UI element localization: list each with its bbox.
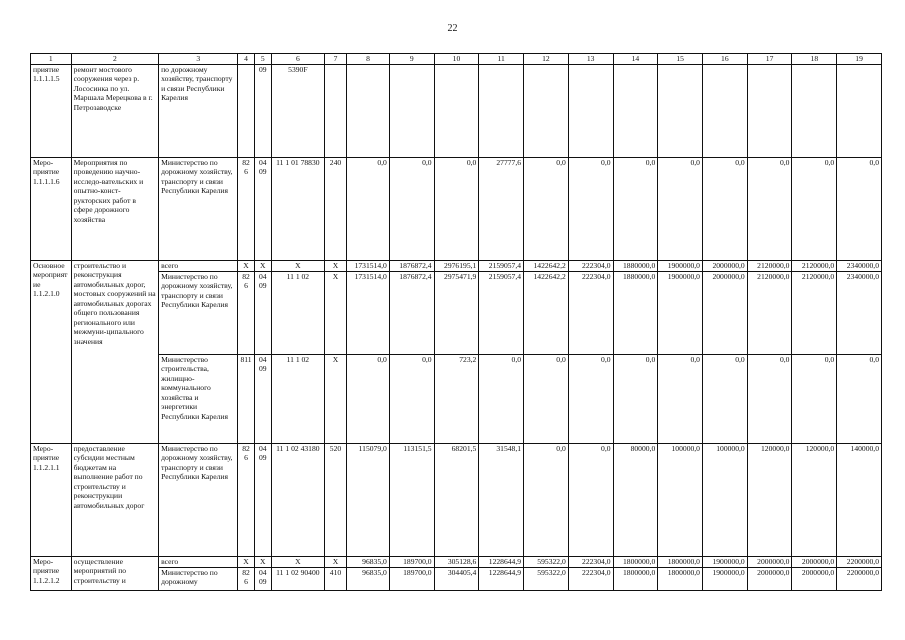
amount-cell: 0,0 bbox=[658, 158, 703, 261]
amount-cell: 2000000,0 bbox=[702, 272, 747, 355]
column-header: 8 bbox=[347, 54, 390, 65]
amount-cell: 0,0 bbox=[613, 355, 658, 444]
executor-cell: Министерство по дорожному хозяйству, транспорту и связи Республики Карелия bbox=[159, 444, 238, 557]
measure-code: Основное мероприятие 1.1.2.1.0 bbox=[31, 261, 72, 444]
header-row bbox=[31, 54, 882, 65]
amount-cell: 304405,4 bbox=[434, 568, 479, 591]
amount-cell: 1800000,0 bbox=[613, 557, 658, 568]
column-header: 4 bbox=[238, 54, 254, 65]
section-code: 04 09 bbox=[254, 444, 271, 557]
target-article-code: 11 1 02 43180 bbox=[271, 444, 324, 557]
amount-cell bbox=[702, 65, 747, 158]
column-header: 5 bbox=[254, 54, 271, 65]
amount-cell: 100000,0 bbox=[658, 444, 703, 557]
measure-description: Мероприятия по проведению научно-исследо-вательских и опытно-конст-рукторских работ в сфере дорожного хозяйства bbox=[71, 158, 158, 261]
amount-cell: 0,0 bbox=[347, 355, 390, 444]
expense-type-code: 410 bbox=[324, 568, 346, 591]
measure-description: осуществление мероприятий по строительству и bbox=[71, 557, 158, 591]
amount-cell: 1228644,9 bbox=[479, 568, 524, 591]
grbs-code: 826 bbox=[238, 444, 254, 557]
amount-cell: 2200000,0 bbox=[837, 568, 882, 591]
table-row bbox=[31, 355, 882, 444]
measure-description: предоставление субсидии местным бюджетам на выполнение работ по строительству и реконструкции автомобильных дорог bbox=[71, 444, 158, 557]
section-code: X bbox=[254, 261, 271, 272]
column-header: 14 bbox=[613, 54, 658, 65]
amount-cell: 1900000,0 bbox=[658, 261, 703, 272]
amount-cell: 2159057,4 bbox=[479, 261, 524, 272]
amount-cell bbox=[568, 65, 613, 158]
amount-cell: 222304,0 bbox=[568, 272, 613, 355]
amount-cell: 115079,0 bbox=[347, 444, 390, 557]
section-code: 09 bbox=[254, 65, 271, 158]
amount-cell: 1800000,0 bbox=[613, 568, 658, 591]
amount-cell: 31548,1 bbox=[479, 444, 524, 557]
amount-cell: 723,2 bbox=[434, 355, 479, 444]
target-article-code: 11 1 02 90400 bbox=[271, 568, 324, 591]
amount-cell bbox=[792, 65, 837, 158]
amount-cell: 113151,5 bbox=[389, 444, 434, 557]
amount-cell: 0,0 bbox=[792, 355, 837, 444]
amount-cell bbox=[524, 65, 569, 158]
measure-code: Меро-приятие 1.1.2.1.2 bbox=[31, 557, 72, 591]
amount-cell: 1900000,0 bbox=[658, 272, 703, 355]
amount-cell: 2976195,1 bbox=[434, 261, 479, 272]
amount-cell: 222304,0 bbox=[568, 261, 613, 272]
amount-cell: 1900000,0 bbox=[702, 568, 747, 591]
column-header: 7 bbox=[324, 54, 346, 65]
column-header: 3 bbox=[159, 54, 238, 65]
amount-cell: 2200000,0 bbox=[837, 557, 882, 568]
grbs-code: 826 bbox=[238, 272, 254, 355]
executor-cell: всего bbox=[159, 557, 238, 568]
executor-cell: Министерство по дорожному bbox=[159, 568, 238, 591]
amount-cell: 2000000,0 bbox=[747, 557, 792, 568]
table-row bbox=[31, 444, 882, 557]
amount-cell: 68201,5 bbox=[434, 444, 479, 557]
target-article-code: X bbox=[271, 557, 324, 568]
expense-type-code: X bbox=[324, 261, 346, 272]
amount-cell: 1880000,0 bbox=[613, 261, 658, 272]
amount-cell: 0,0 bbox=[658, 355, 703, 444]
expense-type-code: X bbox=[324, 272, 346, 355]
amount-cell: 96835,0 bbox=[347, 557, 390, 568]
target-article-code: 11 1 01 78830 bbox=[271, 158, 324, 261]
amount-cell: 0,0 bbox=[434, 158, 479, 261]
column-header: 15 bbox=[658, 54, 703, 65]
page-number: 22 bbox=[447, 23, 458, 34]
grbs-code: 826 bbox=[238, 568, 254, 591]
amount-cell: 140000,0 bbox=[837, 444, 882, 557]
executor-cell: по дорожному хозяйству, транспорту и связи Республики Карелия bbox=[159, 65, 238, 158]
target-article-code: X bbox=[271, 261, 324, 272]
measure-description: строительство и реконструкция автомобильных дорог, мостовых сооружений на автомобильных дорогах общего пользования регионального или межмуни-ципального значения bbox=[71, 261, 158, 444]
executor-cell: всего bbox=[159, 261, 238, 272]
amount-cell: 27777,6 bbox=[479, 158, 524, 261]
amount-cell: 0,0 bbox=[479, 355, 524, 444]
measure-description: ремонт мостового сооружения через р. Лососинка по ул. Маршала Мерецкова в г. Петрозаводске bbox=[71, 65, 158, 158]
table-row bbox=[31, 158, 882, 261]
amount-cell: 2120000,0 bbox=[792, 261, 837, 272]
amount-cell: 0,0 bbox=[389, 355, 434, 444]
expense-type-code: X bbox=[324, 557, 346, 568]
column-header: 17 bbox=[747, 54, 792, 65]
column-header: 10 bbox=[434, 54, 479, 65]
amount-cell: 1880000,0 bbox=[613, 272, 658, 355]
amount-cell: 2340000,0 bbox=[837, 272, 882, 355]
amount-cell: 2120000,0 bbox=[792, 272, 837, 355]
executor-cell: Министерство строительства, жилищно-коммунального хозяйства и энергетики Республики Карелия bbox=[159, 355, 238, 444]
expense-type-code bbox=[324, 65, 346, 158]
column-header: 1 bbox=[31, 54, 72, 65]
table-row bbox=[31, 65, 882, 158]
amount-cell: 0,0 bbox=[524, 444, 569, 557]
amount-cell: 0,0 bbox=[524, 158, 569, 261]
amount-cell: 305128,6 bbox=[434, 557, 479, 568]
amount-cell: 1900000,0 bbox=[702, 557, 747, 568]
amount-cell: 595322,0 bbox=[524, 557, 569, 568]
amount-cell bbox=[389, 65, 434, 158]
amount-cell: 222304,0 bbox=[568, 557, 613, 568]
amount-cell bbox=[434, 65, 479, 158]
executor-cell: Министерство по дорожному хозяйству, транспорту и связи Республики Карелия bbox=[159, 272, 238, 355]
amount-cell: 2120000,0 bbox=[747, 261, 792, 272]
amount-cell: 2159057,4 bbox=[479, 272, 524, 355]
budget-table bbox=[30, 53, 882, 591]
amount-cell: 0,0 bbox=[613, 158, 658, 261]
amount-cell: 100000,0 bbox=[702, 444, 747, 557]
amount-cell: 2000000,0 bbox=[792, 568, 837, 591]
target-article-code: 5390F bbox=[271, 65, 324, 158]
section-code: 04 09 bbox=[254, 272, 271, 355]
column-header: 9 bbox=[389, 54, 434, 65]
amount-cell: 1228644,9 bbox=[479, 557, 524, 568]
amount-cell: 96835,0 bbox=[347, 568, 390, 591]
column-header: 6 bbox=[271, 54, 324, 65]
amount-cell: 0,0 bbox=[702, 158, 747, 261]
amount-cell bbox=[479, 65, 524, 158]
section-code: X bbox=[254, 557, 271, 568]
amount-cell: 0,0 bbox=[702, 355, 747, 444]
amount-cell: 2975471,9 bbox=[434, 272, 479, 355]
amount-cell: 1422642,2 bbox=[524, 272, 569, 355]
expense-type-code: 240 bbox=[324, 158, 346, 261]
amount-cell: 0,0 bbox=[747, 158, 792, 261]
column-header: 19 bbox=[837, 54, 882, 65]
amount-cell bbox=[658, 65, 703, 158]
amount-cell: 2340000,0 bbox=[837, 261, 882, 272]
measure-code: приятие 1.1.1.1.5 bbox=[31, 65, 72, 158]
amount-cell: 0,0 bbox=[347, 158, 390, 261]
table-row bbox=[31, 557, 882, 568]
column-header: 12 bbox=[524, 54, 569, 65]
amount-cell: 1876872,4 bbox=[389, 261, 434, 272]
grbs-code bbox=[238, 65, 254, 158]
expense-type-code: X bbox=[324, 355, 346, 444]
grbs-code: 826 bbox=[238, 158, 254, 261]
grbs-code: X bbox=[238, 557, 254, 568]
amount-cell: 0,0 bbox=[792, 158, 837, 261]
measure-code: Меро-приятие 1.1.2.1.1 bbox=[31, 444, 72, 557]
column-header: 2 bbox=[71, 54, 158, 65]
amount-cell: 595322,0 bbox=[524, 568, 569, 591]
table-row bbox=[31, 568, 882, 591]
amount-cell: 0,0 bbox=[568, 158, 613, 261]
amount-cell bbox=[347, 65, 390, 158]
amount-cell: 80000,0 bbox=[613, 444, 658, 557]
amount-cell: 222304,0 bbox=[568, 568, 613, 591]
amount-cell: 0,0 bbox=[524, 355, 569, 444]
amount-cell: 0,0 bbox=[568, 355, 613, 444]
table-row bbox=[31, 261, 882, 272]
amount-cell: 120000,0 bbox=[747, 444, 792, 557]
amount-cell bbox=[747, 65, 792, 158]
column-header: 11 bbox=[479, 54, 524, 65]
target-article-code: 11 1 02 bbox=[271, 355, 324, 444]
amount-cell bbox=[837, 65, 882, 158]
amount-cell: 1876872,4 bbox=[389, 272, 434, 355]
amount-cell: 0,0 bbox=[389, 158, 434, 261]
amount-cell: 189700,0 bbox=[389, 568, 434, 591]
executor-cell: Министерство по дорожному хозяйству, транспорту и связи Республики Карелия bbox=[159, 158, 238, 261]
column-header: 18 bbox=[792, 54, 837, 65]
amount-cell bbox=[613, 65, 658, 158]
amount-cell: 2120000,0 bbox=[747, 272, 792, 355]
column-header: 16 bbox=[702, 54, 747, 65]
amount-cell: 2000000,0 bbox=[792, 557, 837, 568]
measure-code: Меро-приятие 1.1.1.1.6 bbox=[31, 158, 72, 261]
amount-cell: 0,0 bbox=[568, 444, 613, 557]
section-code: 04 09 bbox=[254, 568, 271, 591]
amount-cell: 0,0 bbox=[747, 355, 792, 444]
section-code: 04 09 bbox=[254, 355, 271, 444]
amount-cell: 1800000,0 bbox=[658, 568, 703, 591]
target-article-code: 11 1 02 bbox=[271, 272, 324, 355]
amount-cell: 2000000,0 bbox=[747, 568, 792, 591]
section-code: 04 09 bbox=[254, 158, 271, 261]
amount-cell: 1731514,0 bbox=[347, 272, 390, 355]
grbs-code: 811 bbox=[238, 355, 254, 444]
amount-cell: 0,0 bbox=[837, 158, 882, 261]
amount-cell: 2000000,0 bbox=[702, 261, 747, 272]
amount-cell: 1800000,0 bbox=[658, 557, 703, 568]
amount-cell: 1422642,2 bbox=[524, 261, 569, 272]
amount-cell: 0,0 bbox=[837, 355, 882, 444]
grbs-code: X bbox=[238, 261, 254, 272]
column-header: 13 bbox=[568, 54, 613, 65]
expense-type-code: 520 bbox=[324, 444, 346, 557]
amount-cell: 120000,0 bbox=[792, 444, 837, 557]
table-row bbox=[31, 272, 882, 355]
amount-cell: 1731514,0 bbox=[347, 261, 390, 272]
amount-cell: 189700,0 bbox=[389, 557, 434, 568]
